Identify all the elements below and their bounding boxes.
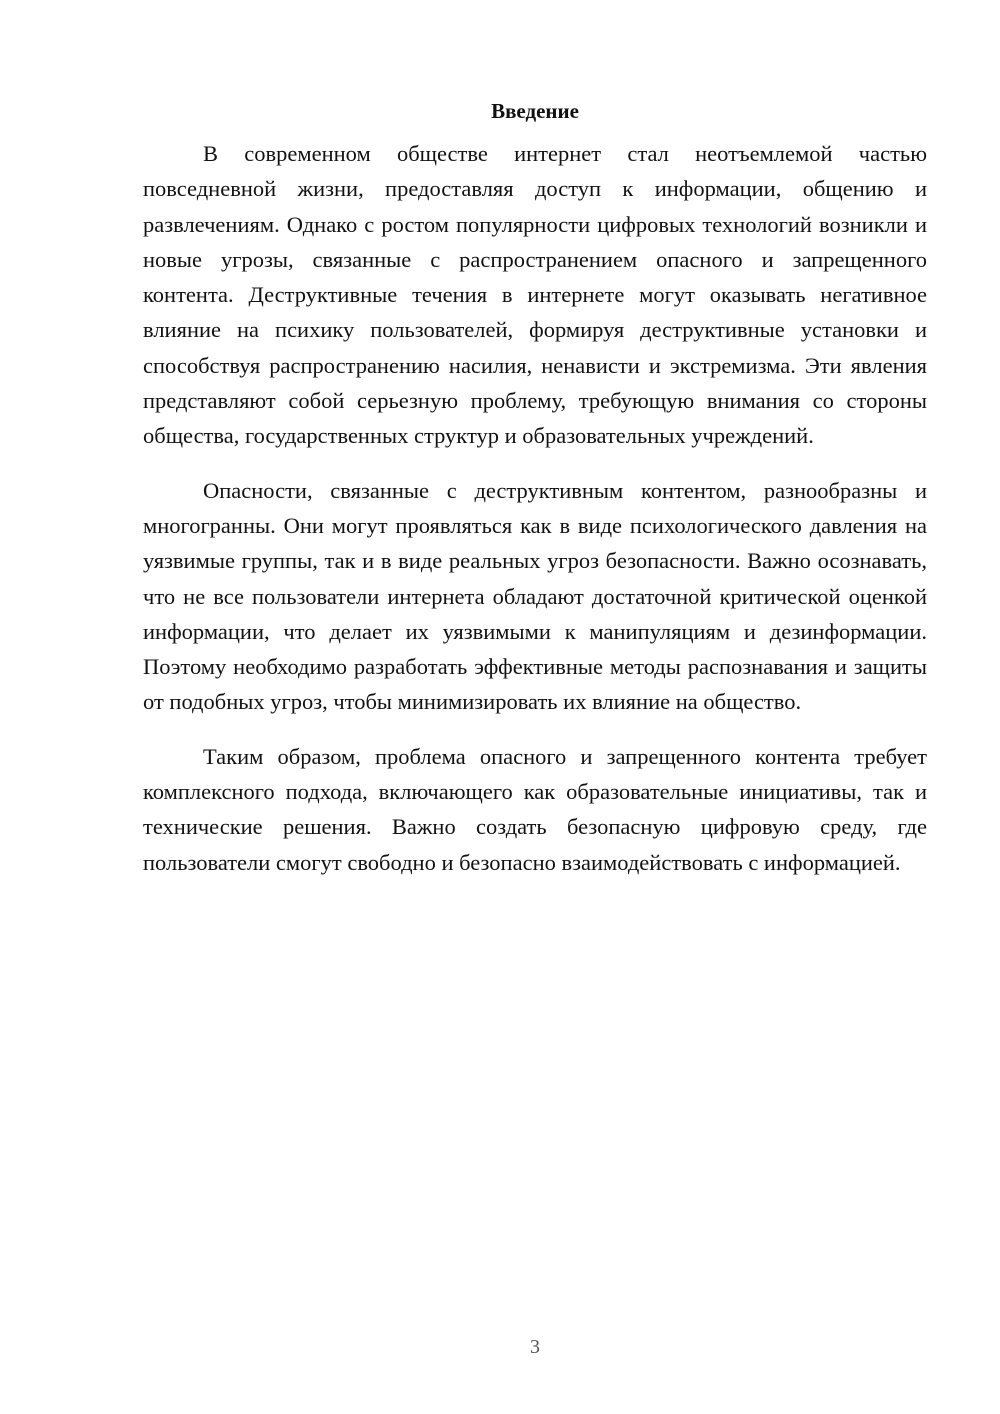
section-title: Введение (491, 99, 579, 123)
page-number: 3 (530, 1336, 540, 1358)
paragraph-2: Опасности, связанные с деструктивным контентом, разнообразны и многогранны. Они могут проявляться как в виде психологического давления на уязвимые группы, так и в виде реальных угроз безопасности. Важно осознавать, что не все пользователи интернета обладают достаточной критической оценкой информации, что делает их уязвимыми к манипуляциям и дезинформации. Поэтому необходимо разработать эффективные методы распознавания и защиты от подобных угроз, чтобы минимизировать их влияние на общество. (143, 477, 927, 715)
paragraph-1: В современном обществе интернет стал неотъемлемой частью повседневной жизни, предоставляя доступ к информации, общению и развлечениям. Однако с ростом популярности цифровых технологий возникли и новые угрозы, связанные с распространением опасного и запрещенного контента. Деструктивные течения в интернете могут оказывать негативное влияние на психику пользователей, формируя деструктивные установки и способствуя распространению насилия, ненависти и экстремизма. Эти явления представляют собой серьезную проблему, требующую внимания со стороны общества, государственных структур и образовательных учреждений. (143, 141, 927, 449)
page-content (143, 96, 927, 899)
paragraph-3: Таким образом, проблема опасного и запрещенного контента требует комплексного подхода, включающего как образовательные инициативы, так и технические решения. Важно создать безопасную цифровую среду, где пользователи смогут свободно и безопасно взаимодействовать с информацией. (143, 743, 927, 875)
